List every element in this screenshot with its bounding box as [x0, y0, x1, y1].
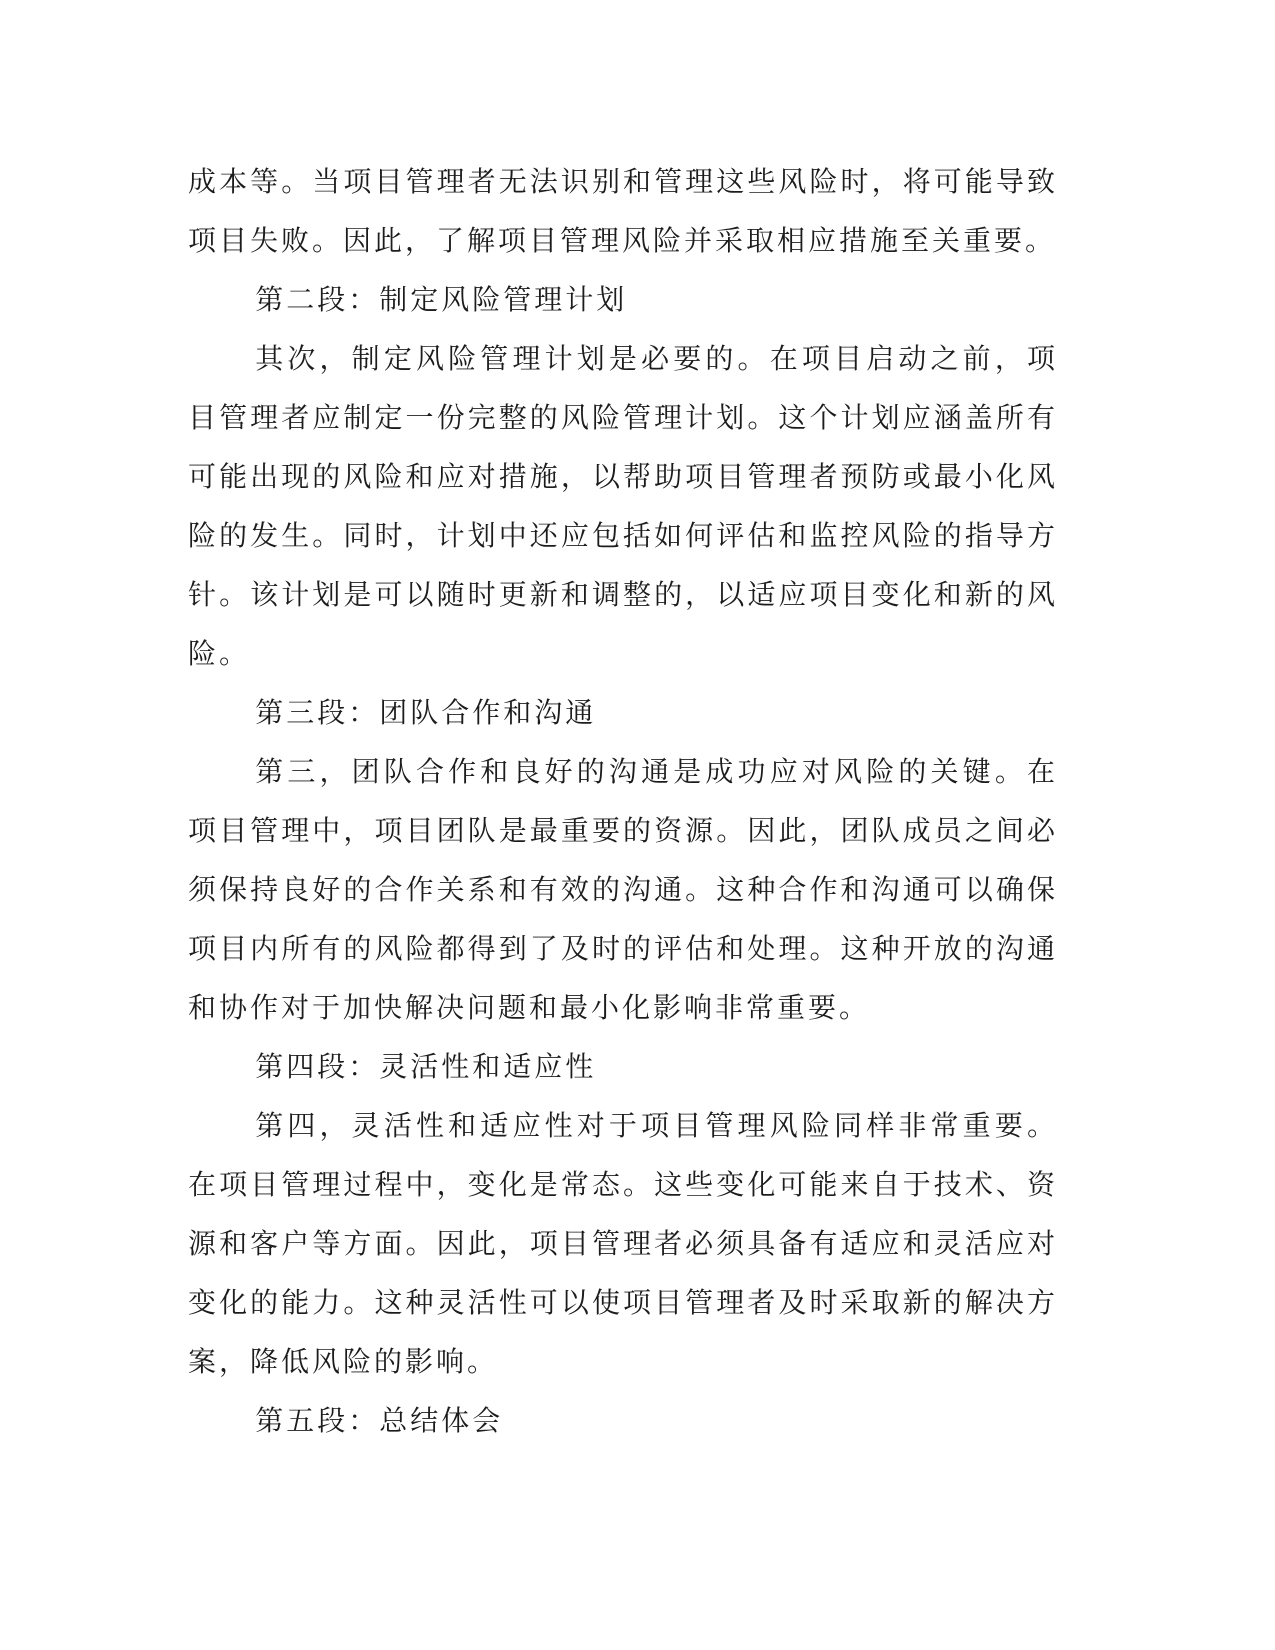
document-body — [188, 152, 1058, 1450]
section-heading-3: 第三段：团队合作和沟通 — [255, 696, 597, 729]
paragraph-intro-continued: 成本等。当项目管理者无法识别和管理这些风险时，将可能导致项目失败。因此，了解项目管理风险并采取相应措施至关重要。 — [188, 165, 1058, 257]
section-heading-5: 第五段：总结体会 — [255, 1404, 504, 1437]
section-heading-2: 第二段：制定风险管理计划 — [255, 283, 628, 316]
paragraph-flexibility: 第四，灵活性和适应性对于项目管理风险同样非常重要。在项目管理过程中，变化是常态。这些变化可能来自于技术、资源和客户等方面。因此，项目管理者必须具备有适应和灵活应对变化的能力。这种灵活性可以使项目管理者及时采取新的解决方案，降低风险的影响。 — [188, 1109, 1058, 1378]
section-heading-4: 第四段：灵活性和适应性 — [255, 1050, 597, 1083]
paragraph-teamwork: 第三，团队合作和良好的沟通是成功应对风险的关键。在项目管理中，项目团队是最重要的资源。因此，团队成员之间必须保持良好的合作关系和有效的沟通。这种合作和沟通可以确保项目内所有的风险都得到了及时的评估和处理。这种开放的沟通和协作对于加快解决问题和最小化影响非常重要。 — [188, 755, 1058, 1024]
paragraph-risk-plan: 其次，制定风险管理计划是必要的。在项目启动之前，项目管理者应制定一份完整的风险管理计划。这个计划应涵盖所有可能出现的风险和应对措施，以帮助项目管理者预防或最小化风险的发生。同时，计划中还应包括如何评估和监控风险的指导方针。该计划是可以随时更新和调整的，以适应项目变化和新的风险。 — [188, 342, 1058, 670]
